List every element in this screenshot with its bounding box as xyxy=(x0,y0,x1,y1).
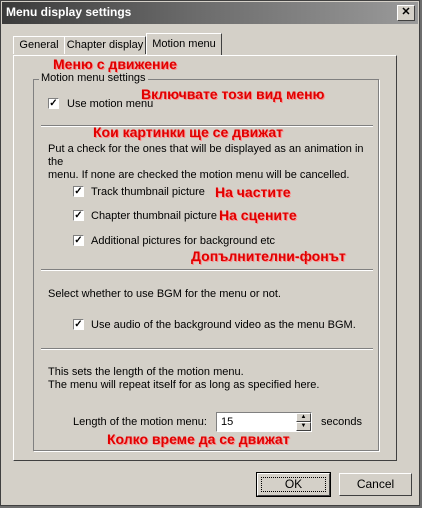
separator-2 xyxy=(41,269,373,271)
animation-text-line-1: Put a check for the ones that will be displayed as an animation in the xyxy=(48,143,364,168)
chapter-thumbnail-checkbox[interactable] xyxy=(73,210,84,221)
bgm-instructions: Select whether to use BGM for the menu or not. xyxy=(48,288,281,300)
annotation-scenes: На сцените xyxy=(219,207,297,223)
length-unit: seconds xyxy=(321,416,362,428)
title-bar[interactable] xyxy=(2,2,418,24)
annotation-background: Допълнителни-фонът xyxy=(191,248,346,264)
chapter-thumbnail-label: Chapter thumbnail picture xyxy=(91,210,217,222)
window-title: Menu display settings xyxy=(6,5,132,19)
length-input[interactable]: 15 xyxy=(221,416,234,428)
use-audio-bgm-checkbox[interactable] xyxy=(73,319,84,330)
length-instructions xyxy=(48,366,378,392)
check-icon: ✓ xyxy=(74,186,83,197)
cancel-button[interactable]: Cancel xyxy=(339,473,412,496)
check-icon: ✓ xyxy=(74,235,83,246)
check-icon: ✓ xyxy=(74,319,83,330)
annotation-duration: Колко време да се движат xyxy=(107,431,290,447)
track-thumbnail-label: Track thumbnail picture xyxy=(91,186,205,198)
use-motion-menu-checkbox[interactable] xyxy=(48,98,59,109)
additional-pictures-checkbox[interactable] xyxy=(73,235,84,246)
animation-instructions xyxy=(48,143,378,182)
spinner-buttons xyxy=(296,413,311,431)
animation-text-line-2: menu. If none are checked the motion menu will be cancelled. xyxy=(48,169,350,181)
annotation-motion-menu: Меню с движение xyxy=(53,56,177,72)
group-legend: Motion menu settings xyxy=(41,72,146,84)
spin-down-icon[interactable]: ▼ xyxy=(296,422,311,431)
spin-up-icon[interactable]: ▲ xyxy=(296,413,311,422)
length-spinner[interactable] xyxy=(216,412,312,432)
length-text-line-1: This sets the length of the motion menu. xyxy=(48,366,244,378)
additional-pictures-label: Additional pictures for background etc xyxy=(91,235,276,247)
tab-motion-menu[interactable]: Motion menu xyxy=(146,33,222,55)
length-text-line-2: The menu will repeat itself for as long as specified here. xyxy=(48,379,320,391)
separator-3 xyxy=(41,348,373,350)
check-icon: ✓ xyxy=(74,210,83,221)
tab-chapter-display[interactable]: Chapter display xyxy=(64,36,146,54)
ok-button-label: OK xyxy=(261,477,326,492)
close-button[interactable]: ✕ xyxy=(397,5,415,21)
tab-general[interactable]: General xyxy=(13,36,65,54)
annotation-which-pictures: Кои картинки ще се движат xyxy=(93,124,283,140)
separator-1 xyxy=(41,125,373,127)
annotation-tracks: На частите xyxy=(215,184,291,200)
check-icon: ✓ xyxy=(49,98,58,109)
track-thumbnail-checkbox[interactable] xyxy=(73,186,84,197)
use-audio-bgm-label: Use audio of the background video as the menu BGM. xyxy=(91,319,356,331)
annotation-enable-menu: Включвате този вид меню xyxy=(141,86,325,102)
ok-button[interactable] xyxy=(257,473,330,496)
length-label: Length of the motion menu: xyxy=(73,416,207,428)
use-motion-menu-label: Use motion menu xyxy=(67,98,154,110)
